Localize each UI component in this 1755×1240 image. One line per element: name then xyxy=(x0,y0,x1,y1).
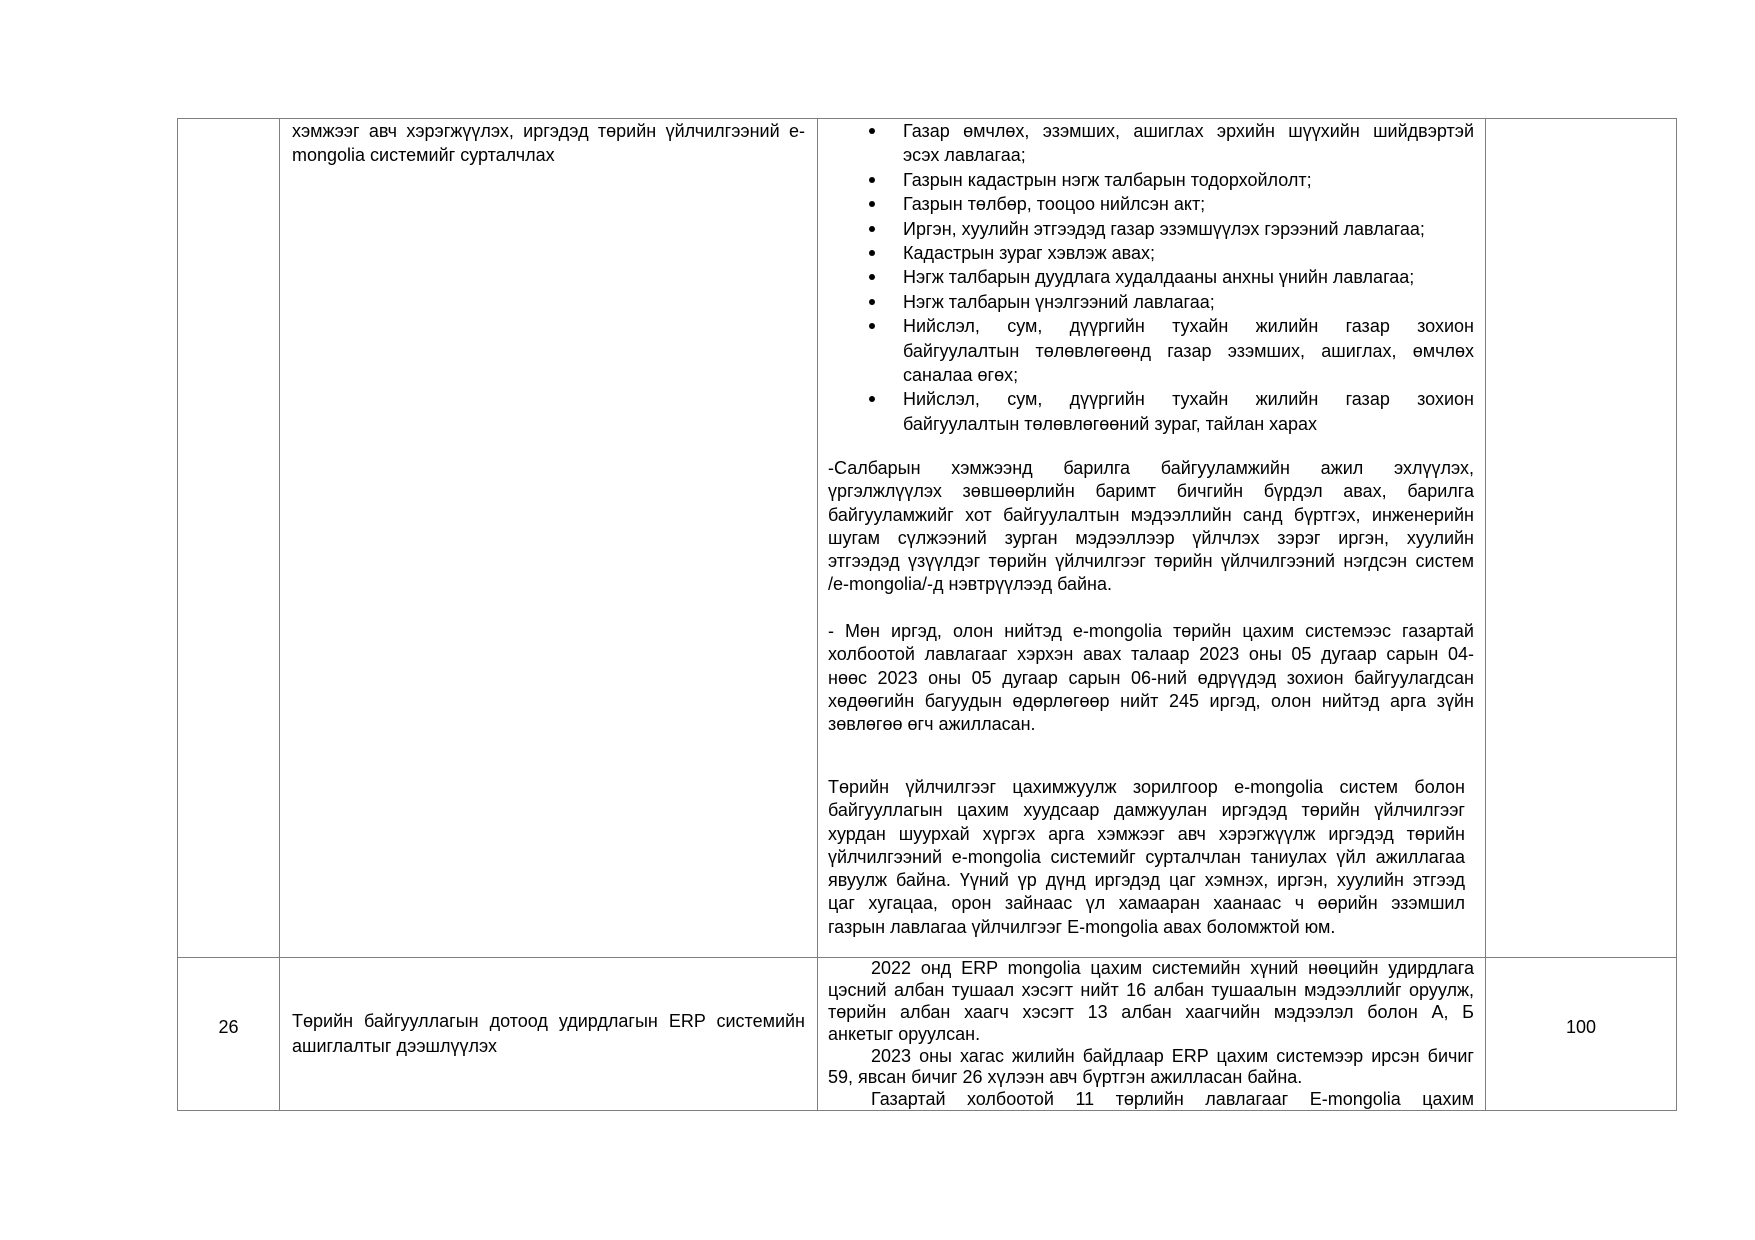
text-line: цэсний албан тушаал хэсэгт нийт 16 албан тушаалын мэдээллийг оруулж, xyxy=(828,979,1474,1000)
text-line: байгууллагын цахим хуудсаар дамжуулан иргэдэд төрийн үйлчилгээг xyxy=(828,800,1465,821)
text-line: 2022 онд ERP mongolia цахим системийн хүний нөөцийн удирдлага xyxy=(871,958,1474,978)
text-line: хурдан шуурхай хүргэх арга хэмжээг авч хэрэгжүүлж иргэдэд төрийн xyxy=(828,823,1465,844)
text-line: саналаа өгөх; xyxy=(903,364,1019,385)
text-line: шугам сүлжээний зурган мэдээллээр үйлчлэх зэрэг иргэн, хуулийн xyxy=(828,527,1474,548)
row-2-number-cell xyxy=(178,958,280,1111)
paragraph xyxy=(828,1089,1474,1111)
row-2-result-paragraphs xyxy=(818,958,1485,1111)
text-line: Иргэн, хуулийн этгээдэд газар эзэмшүүлэх гэрээний лавлагаа; xyxy=(903,218,1425,239)
row-number: 26 xyxy=(218,1016,239,1037)
text-line: Нэгж талбарын дуудлага худалдааны анхны үнийн лавлагаа; xyxy=(903,267,1415,288)
report-table xyxy=(177,118,1677,1111)
paragraph xyxy=(828,1046,1474,1090)
text-line: Төрийн үйлчилгээг цахимжуулж зорилгоор e-mongolia систем болон xyxy=(828,777,1465,797)
text-line: 59, явсан бичиг 26 хүлээн авч бүртгэн ажилласан байна. xyxy=(828,1067,1303,1088)
row-1-number-cell xyxy=(178,119,280,958)
text-line: Кадастрын зураг хэвлэж авах; xyxy=(903,242,1156,263)
text-line: хэмжээг авч хэрэгжүүлэх, иргэдэд төрийн үйлчилгээний e- xyxy=(292,121,805,141)
text-line: үйлчилгээний e-mongolia системийг сурталчлан таниулах үйл ажиллагаа xyxy=(828,846,1465,867)
text-line: -Салбарын хэмжээнд барилга байгууламжийн ажил эхлүүлэх, xyxy=(828,458,1474,478)
row-score: 100 xyxy=(1565,1016,1597,1037)
row-1-score-cell xyxy=(1486,119,1677,958)
text-line: үргэлжлүүлэх зөвшөөрлийн баримт бичгийн бүрдэл авах, барилга xyxy=(828,481,1474,502)
text-line: байгуулалтын төлөвлөгөөнд газар эзэмших, ашиглах, өмчлөх xyxy=(903,340,1474,361)
text-line: Нийслэл, сум, дүүргийн тухайн жилийн газар зохион xyxy=(903,389,1474,410)
text-line: хөдөөгийн багуудын өдөрлөгөөр нийт 245 иргэд, олон нийтэд арга зүйн xyxy=(828,690,1474,711)
text-line: Нийслэл, сум, дүүргийн тухайн жилийн газар зохион xyxy=(903,316,1474,337)
text-line: Нэгж талбарын үнэлгээний лавлагаа; xyxy=(903,291,1215,312)
text-line: байгууламжийг хот байгуулалтын мэдээллийн санд бүртгэх, инженерийн xyxy=(828,504,1474,525)
row-2-result-cell xyxy=(818,958,1486,1111)
text-line: төрийн албан хаагч хэсэгт 13 албан хаагчийн мэдээлэл болон А, Б xyxy=(828,1001,1474,1022)
row-2-task-text xyxy=(280,1009,817,1060)
text-line: ашиглалтыг дээшлүүлэх xyxy=(292,1036,497,1056)
row-1-result-paragraphs xyxy=(818,119,1485,957)
text-line: /e-mongolia/-д нэвтрүүлээд байна. xyxy=(828,574,1112,595)
text-line: эсэх лавлагаа; xyxy=(903,145,1026,166)
text-line: зөвлөгөө өгч ажилласан. xyxy=(828,714,1036,735)
text-line: Төрийн байгууллагын дотоод удирдлагын ERP системийн xyxy=(292,1010,805,1031)
paragraph xyxy=(828,776,1465,939)
row-1-task-cell xyxy=(280,119,818,958)
text-line: Газар өмчлөх, эзэмших, ашиглах эрхийн шүүхийн шийдвэртэй xyxy=(903,121,1474,141)
text-line: mongolia системийг сурталчлах xyxy=(292,145,555,166)
row-1-task-text xyxy=(280,119,817,168)
paragraph xyxy=(828,457,1474,597)
row-1-result-cell xyxy=(818,119,1486,958)
row-2-task-cell xyxy=(280,958,818,1111)
row-2-score-cell xyxy=(1486,958,1677,1111)
text-line: Газрын төлбөр, тооцоо нийлсэн акт; xyxy=(903,194,1206,215)
paragraph xyxy=(828,958,1474,1046)
text-line: Газартай холбоотой 11 төрлийн лавлагааг E-mongolia цахим xyxy=(871,1089,1474,1110)
text-line: нөөс 2023 оны 05 дугаар сарын 06-ний өдрүүдэд зохион байгуулагдсан xyxy=(828,667,1474,688)
text-line: холбоотой лавлагааг хэрхэн авах талаар 2023 оны 05 дугаар сарын 04- xyxy=(828,644,1474,665)
text-line: байгуулалтын төлөвлөгөөний зураг, тайлан харах xyxy=(903,413,1317,434)
text-line: анкетыг оруулсан. xyxy=(828,1023,981,1044)
text-line: этгээдэд үзүүлдэг төрийн үйлчилгээг төрийн үйлчилгээний нэгдсэн систем xyxy=(828,551,1474,572)
text-line: 2023 оны хагас жилийн байдлаар ERP цахим системээр ирсэн бичиг xyxy=(871,1045,1474,1066)
text-line: - Мөн иргэд, олон нийтэд e-mongolia төрийн цахим системээс газартай xyxy=(828,621,1474,641)
text-line: Газрын кадастрын нэгж талбарын тодорхойлолт; xyxy=(903,169,1312,190)
text-line: газрын лавлагаа үйлчилгээг E-mongolia авах боломжтой юм. xyxy=(828,916,1336,937)
text-line: явуулж байна. Үүний үр дүнд иргэдэд цаг хэмнэх, иргэн, хуулийн этгээд xyxy=(828,870,1465,891)
paragraph xyxy=(828,620,1474,736)
text-line: цаг хугацаа, орон зайнаас үл хамааран хаанаас ч өөрийн эзэмшил xyxy=(828,893,1465,914)
